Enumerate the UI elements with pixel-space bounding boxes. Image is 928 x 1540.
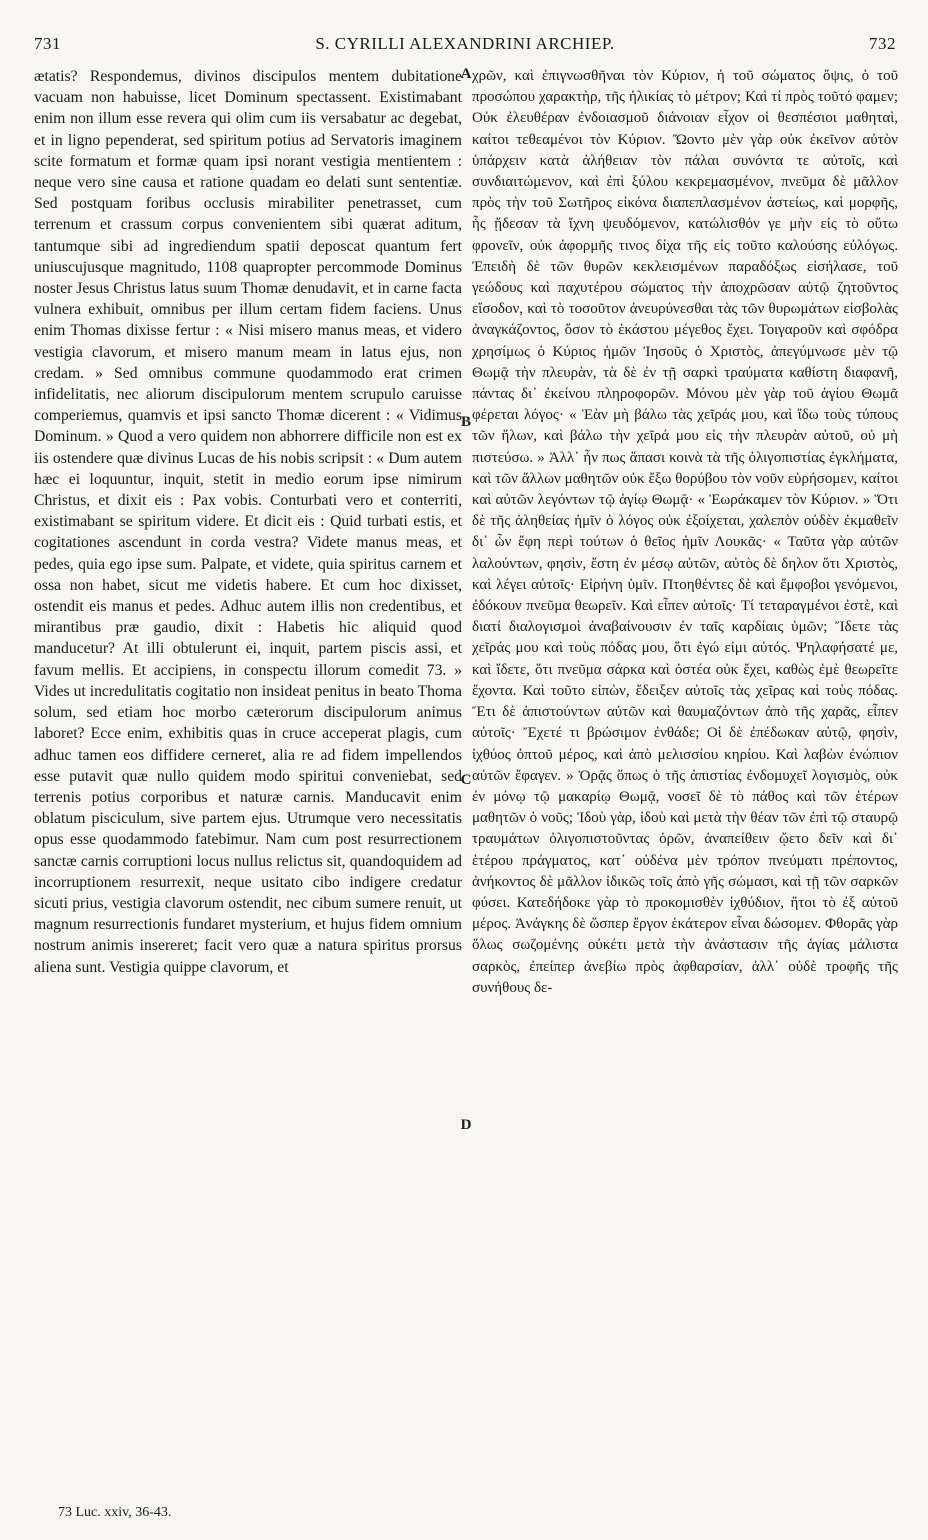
margin-marker-d: D (460, 1117, 472, 1133)
page-header (34, 34, 896, 60)
margin-marker-c: C (460, 772, 472, 788)
greek-column (472, 66, 898, 1460)
latin-column (34, 66, 462, 1460)
footnote: 73 Luc. xxiv, 36-43. (58, 1505, 172, 1520)
greek-text: χρῶν, καὶ ἐπιγνωσθῆναι τὸν Κύριον, ἡ τοῦ σώματος ὄψις, ὁ τοῦ προσώπου χαρακτὴρ, τῆς ἡλικίας τὸ μέτρον; Καὶ τί πρὸς τοῦτό φαμεν; Οὐκ ἐλευθέραν ἐνδοιασμοῦ διάνοιαν εἶχον οἱ θεσπέσιοι μαθηταὶ, καίτοι τεθεαμένοι τὸν Κύριον. Ὤοντο μὲν γὰρ οὐκ ἐκεῖνον αὐτὸν ὑπάρχειν κατὰ ἀλήθειαν τὸν πάλαι συνόντα τε αὐτοῖς, καὶ συνδιαιτώμενον, καὶ ἐπὶ ξύλου κεκρεμασμένον, πνεῦμα δὲ μᾶλλον πρὸς τὴν τοῦ Σωτῆρος εἰκόνα διαπεπλασμένον ἀστείως, καὶ μορφῆς, ἧς ᾔδεσαν τὰ ἴχνη ψευδόμενον, κατώλισθόν γε μὴν εἰς τὸ οὕτω φρονεῖν, οὐκ ἀφορμῆς τινος δίχα τῆς εἰς τοῦτο καλούσης εὐλόγως. Ἐπειδὴ δὲ τῶν θυρῶν κεκλεισμένων παραδόξως εἰσήλασε, τοῦ γεώδους καὶ παχυτέρου σώματος τὴν ἀποχρῶσαν αὐτῷ ζητοῦντος εἴσοδον, καὶ τὸ τοσοῦτον ἀνευρύνεσθαι τὰς τῶν θυρωμάτων εἰσβολὰς ἀναγκάζοντος, ὅσον τὸ ἑκάστου μέγεθος ἔχει. Τοιγαροῦν καὶ σφόδρα χρησίμως ὁ Κύριος ἡμῶν Ἰησοῦς ὁ Χριστὸς, ἀπεγύμνωσε μὲν τῷ Θωμᾷ τὴν πλευρὰν, τὰ δὲ ἐν τῇ σαρκὶ τραύματα καθίστη διαφανῆ, πάντας δι᾽ ἐκείνου πληροφορῶν. Μόνου μὲν γὰρ τοῦ ἁγίου Θωμᾶ φέρεται λόγος· « Ἐὰν μὴ βάλω τὰς χεῖράς μου, καὶ ἴδω τοὺς τύπους τῶν ἥλων, καὶ βάλω τὴν χεῖρά μου εἰς τὴν πλευρὰν αὐτοῦ, οὐ μὴ πιστεύσω. » Ἀλλ᾽ ἦν πως ἅπασι κοινὰ τὰ τῆς ὀλιγοπιστίας ἐγκλήματα, καὶ τῶν ἄλλων μαθητῶν οὐκ ἔξω θορύβου τὸν νοῦν εὑρήσομεν, καίτοι καὶ αὐτῶν λεγόντων τῷ ἁγίῳ Θωμᾷ· « Ἑωράκαμεν τὸν Κύριον. » Ὅτι δὲ τῆς ἀληθείας ἡμῖν ὁ λόγος οὐκ ἐξοίχεται, χαλεπὸν οὐδὲν ἐκμαθεῖν δι᾽ ὧν ἔφη περὶ τούτων ὁ θεῖος ἡμῖν Λουκᾶς· « Ταῦτα γὰρ αὐτῶν λαλούντων, φησὶν, ἔστη ἐν μέσῳ αὐτῶν, αὐτὸς δὲ δηλον ὅτι Χριστὸς, καὶ λέγει αὐτοῖς· Εἰρήνη ὑμῖν. Πτοηθέντες δὲ καὶ ἔμφοβοι γενόμενοι, ἐδόκουν πνεῦμα θεωρεῖν. Καὶ εἶπεν αὐτοῖς· Τί τεταραγμένοι ἐστὲ, καὶ διατί διαλογισμοὶ ἀναβαίνουσιν ἐν ταῖς καρδίαις ὑμῶν; Ἴδετε τὰς χεῖράς μου καὶ τοὺς πόδας μου, ὅτι ἐγώ εἰμι αὐτός. Ψηλαφήσατέ με, καὶ ἴδετε, ὅτι πνεῦμα σάρκα καὶ ὀστέα οὐκ ἔχει, καθὼς ἐμὲ θεωρεῖτε ἔχοντα. Καὶ τοῦτο εἰπὼν, ἔδειξεν αὐτοῖς τὰς χεῖρας καὶ τοὺς πόδας. Ἔτι δὲ ἀπιστούντων αὐτῶν καὶ θαυμαζόντων ἀπὸ τῆς χαρᾶς, εἶπεν αὐτοῖς· Ἔχετέ τι βρώσιμον ἐνθάδε; Οἱ δὲ ἐπέδωκαν αὐτῷ, φησὶν, ἰχθύος ὀπτοῦ μέρος, καὶ ἀπὸ μελισσίου κηρίου. Καὶ λαβὼν ἐνώπιον αὐτῶν ἔφαγεν. » Ὁρᾷς ὅπως ὁ τῆς ἀπιστίας ἐνδομυχεῖ λογισμὸς, οὐκ ἐν μόνῳ τῷ μακαρίῳ Θωμᾷ, νοσεῖ δὲ τὸ πάθος καὶ τῶν ἑτέρων μαθητῶν ὁ νοῦς; Ἰδοὺ γὰρ, ἰδοὺ καὶ μετὰ τὴν θέαν τῶν ἐπὶ τῷ σταυρῷ τραυμάτων ὀλιγοπιστοῦντας ὁρῶν, ἀναπείθειν ᾤετο δεῖν καὶ δι᾽ ἑτέρου πράγματος, κατ᾽ οὐδένα μὲν τρόπον πνεύματι πρέποντος, ἀνήκοντος δὲ μᾶλλον ἰδικῶς τοῖς ἀπὸ γῆς σώμασι, καὶ τῇ τῶν σαρκῶν φύσει. Κατεδήδοκε γὰρ τὸ προκομισθὲν ἰχθύδιον, ἤτοι τὸ ἐξ αὐτοῦ μέρος. Ἀνάγκης δὲ ὥσπερ ἔργον ἑκάτερον εἶναι δώσομεν. Φθορᾶς γὰρ ὅλως σωζομένης οὐκέτι μετὰ τὴν ἀνάστασιν τῆς ἁγίας μάλιστα σαρκὸς, ἐπείπερ ἀνεβίω πρὸς ἀφθαρσίαν, ἀλλ᾽ οὐδὲ τροφῆς τῆς συνήθους δε- (472, 68, 898, 996)
margin-marker-b: B (460, 414, 471, 430)
running-title: S. CYRILLI ALEXANDRINI ARCHIEP. (315, 34, 615, 53)
page-number-right: 732 (869, 34, 896, 53)
margin-marker-a: A (460, 66, 472, 82)
page-number-left: 731 (34, 34, 61, 53)
latin-text: ætatis? Respondemus, divinos discipulos mentem dubitatione vacuam non habuisse, licet Dominum spectassent. Existimabant enim non illum esse revera qui olim cum iis versabatur ac degebat, et in ligno pependerat, sed spiritum potius ad Servatoris imaginem scite formatum et formæ quam ipsi norant vestigia mentientem : neque vero sine causa et ratione quadam eo delati sunt sententiæ. Sed postquam foribus occlusis mirabiliter penetrasset, cum terrenum et crassum corpus convenientem sibi quærat aditum, tantumque sibi ad ingrediendum spatii deposcat quantum fert uniuscujusque magnitudo, 1108 quapropter percommode Dominus noster Jesus Christus latus suum Thomæ denudavit, et in carne facta vulnera exhibuit, omnibus per illum certam fidem faciens. Unus enim Thomas dixisse fertur : « Nisi misero manus meas, et videro vestigia clavorum, et misero manum meam in latus ejus, non credam. » Sed omnibus commune quodammodo erat crimen infidelitatis, nec aliorum discipulorum mentem scrupulo caruisse comperiemus, quamvis et ipsi sancto Thomæ dicerent : « Vidimus Dominum. » Quod a vero quidem non abhorrere difficile non est ex iis ostendere quæ divinus Lucas de his nobis scripsit : « Dum autem hæc ei loquuntur, inquit, stetit in medio eorum ipse nimirum Christus, et dixit eis : Pax vobis. Conturbati vero et conterriti, existimabant se spiritum videre. Et dicit eis : Quid turbati estis, et cogitationes ascendunt in corda vestra? Videte manus meas, et pedes, quia ego ipse sum. Palpate, et videte, quia spiritus carnem et ossa non habet, sicut me videtis habere. Et cum hoc dixisset, ostendit eis manus et pedes. Adhuc autem illis non credentibus, et mirantibus præ gaudio, dixit : Habetis hic aliquid quod manducetur? At illi obtulerunt ei, inquit, partem piscis assi, et favum mellis. Et accipiens, in conspectu illorum comedit 73. » Vides ut incredulitatis cogitatio non insideat penitus in beato Thoma solum, sed etiam hoc morbo cæterorum discipulorum animus laboret? Ecce enim, exhibitis quas in cruce acceperat plagis, cum adhuc tamen eos diffidere cerneret, alia re ad fidem impellendos esse putavit quæ nullo quidem modo spiritui conveniebat, sed terrenis potius corporibus et naturæ carnis. Manducavit enim oblatum pisciculum, sive partem ejus. Utrumque vero necessitatis opus esse quodammodo fatebimur. Nam cum post resurrectionem sanctæ carnis corruptioni locus nullus relictus sit, quandoquidem ad incorruptionem resurrexit, neque usitato cibo indigere credatur sicuti prius, vestigia clavorum ostendit, nec cibum sumere renuit, ut magnum resurrectionis fundaret mysterium, et hujus fidem omnium nostrum animis insereret; facit vero quæ a natura spiritus prorsus aliena sunt. Vestigia quippe clavorum, et (34, 68, 462, 976)
